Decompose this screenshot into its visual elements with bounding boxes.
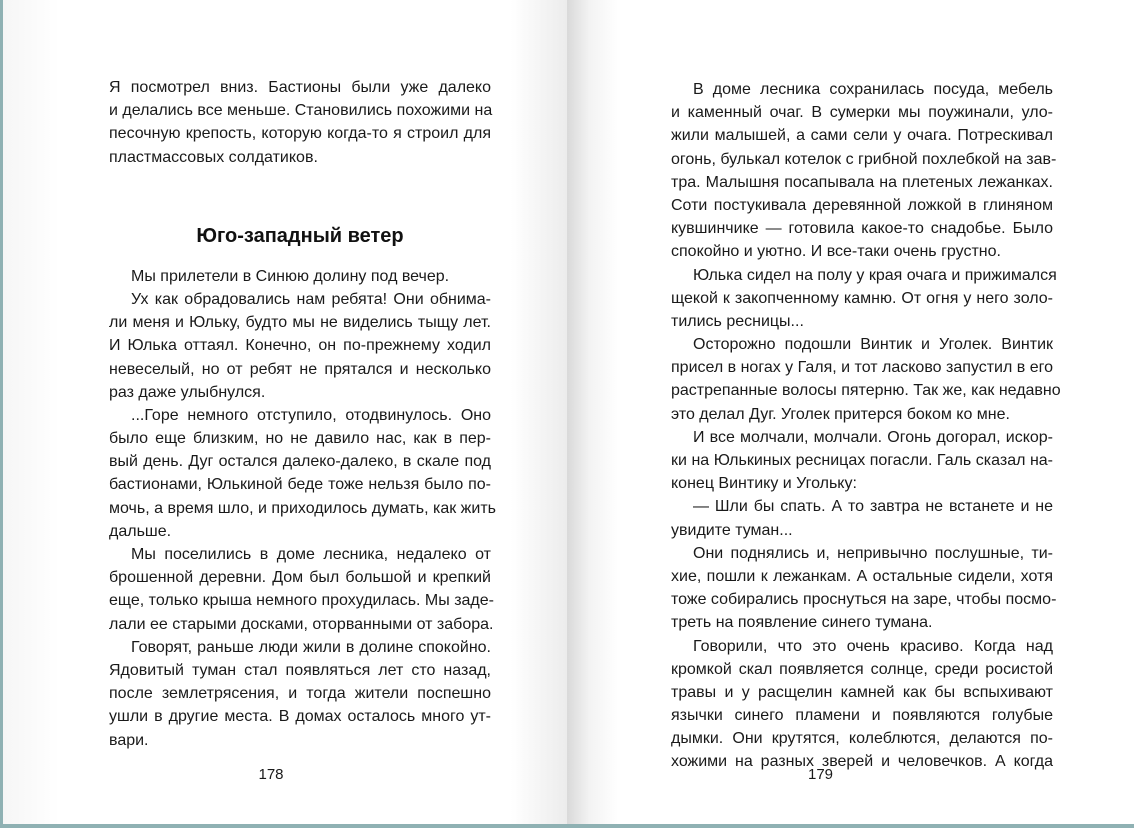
paragraph [671, 542, 1057, 635]
text-line: — Шли бы спать. А то завтра не встанете и не [693, 498, 1053, 516]
text-line: тились ресницы... [671, 312, 804, 330]
right-page-text [671, 78, 1061, 774]
text-line: Говорили, что это очень красиво. Когда над [693, 637, 1053, 655]
text-line: Соти постукивала деревянной ложкой в глиняном [671, 196, 1053, 214]
text-line: жили малышей, а сами сели у очага. Потрескивал [671, 127, 1053, 145]
paragraph [671, 635, 1053, 774]
text-line: дымки. Они крутятся, колеблются, делаются по- [671, 730, 1053, 748]
text-line: бастионами, Юлькиной беде тоже нельзя было по- [109, 476, 491, 494]
text-line: Мы поселились в доме лесника, недалеко от [131, 546, 491, 563]
text-line: пластмассовых солдатиков. [109, 148, 318, 166]
text-line: треть на появление синего тумана. [671, 614, 933, 632]
left-page [3, 0, 567, 824]
paragraph [671, 264, 1057, 334]
paragraph [109, 76, 491, 169]
chapter-heading: Юго-западный ветер [196, 224, 404, 247]
text-line: после землетрясения, и тогда жители поспешно [109, 685, 491, 703]
left-page-text [109, 76, 496, 752]
text-line: и каменный очаг. В сумерки мы поужинали, уло- [671, 104, 1053, 122]
text-line: тра. Малышня посапывала на плетеных лежанках. [671, 173, 1053, 191]
text-line: ли меня и Юльку, будто мы не виделись тыщу лет. [109, 314, 491, 332]
text-line: язычки синего пламени и появляются голубые [671, 707, 1053, 725]
text-line: мочь, а время шло, и приходилось думать, как жить [109, 499, 496, 517]
text-line: растрепанные волосы пятерню. Так же, как недавно [671, 382, 1061, 400]
text-line: Говорят, раньше люди жили в долине спокойно. [131, 638, 491, 656]
text-line: ...Горе немного отступило, отодвинулось. Оно [131, 406, 491, 424]
paragraph [671, 426, 1053, 496]
text-line: ушли в другие места. В домах осталось много ут- [109, 708, 491, 726]
text-line: невеселый, но от ребят не прятался и несколько [109, 360, 491, 378]
text-line: дальше. [109, 522, 172, 540]
text-line: тоже собирались проснуться на заре, чтобы посмо- [671, 591, 1057, 609]
text-line: травы и у расщелин камней как бы вспыхивают [671, 683, 1053, 701]
text-line: и делались все меньше. Становились похожими на [109, 102, 493, 120]
text-line: Ядовитый туман стал появляться лет сто назад, [109, 661, 491, 679]
left-body [109, 265, 496, 752]
text-line: было еще близким, но не давило нас, как в пер- [109, 430, 491, 448]
text-line: раз даже улыбнулся. [109, 383, 266, 401]
text-line: кувшинчике — готовила какое-то снадобье. Было [671, 220, 1053, 238]
right-page [567, 0, 1134, 824]
text-line: вари. [109, 731, 149, 749]
text-line: еще, только крыша немного прохудилась. Мы заде- [109, 592, 494, 610]
text-line: хие, пошли к лежанкам. А остальные сидели, хотя [671, 567, 1053, 585]
text-line: брошенной деревни. Дом был большой и крепкий [109, 569, 491, 587]
text-line: кромкой скал появляется солнце, среди росистой [671, 660, 1053, 678]
text-line: И все молчали, молчали. Огонь догорал, искор- [693, 428, 1053, 446]
paragraph [671, 78, 1057, 264]
text-line: присел в ногах у Галя, и тот ласково запустил в его [671, 359, 1053, 377]
page-number-left: 178 [258, 766, 284, 783]
text-line: огонь, булькал котелок с грибной похлебкой на зав- [671, 150, 1057, 168]
text-line: увидите туман... [671, 521, 793, 539]
text-line: И Юлька оттаял. Конечно, он по-прежнему ходил [109, 337, 491, 355]
left-top-block [109, 76, 491, 169]
right-body [671, 78, 1061, 774]
paragraph [109, 265, 491, 288]
page-number-right: 179 [807, 766, 834, 783]
text-line: щекой к закопченному камню. От огня у него золо- [671, 289, 1053, 307]
text-line: лали ее старыми досками, оторванными от забора. [109, 615, 494, 633]
paragraph [671, 495, 1053, 541]
text-line: Ух как обрадовались нам ребята! Они обнима- [131, 290, 491, 308]
text-line: Юлька сидел на полу у края очага и прижимался [693, 266, 1057, 284]
text-line: вый день. Дуг остался далеко-далеко, в скале под [109, 453, 491, 471]
text-line: это делал Дуг. Уголек притерся боком ко мне. [671, 405, 1010, 423]
text-line: Мы прилетели в Синюю долину под вечер. [131, 267, 450, 285]
text-line: песочную крепость, которую когда-то я строил для [109, 125, 491, 143]
text-line: конец Винтику и Угольку: [671, 475, 857, 493]
text-line: Осторожно подошли Винтик и Уголек. Винтик [693, 336, 1053, 354]
text-line: хожими на разных зверей и человечков. А когда [671, 753, 1053, 771]
text-line: В доме лесника сохранилась посуда, мебель [693, 81, 1053, 98]
text-line: Они поднялись и, непривычно послушные, ти- [693, 544, 1053, 562]
paragraph [671, 333, 1061, 426]
paragraph [109, 404, 496, 543]
paragraph [109, 636, 491, 752]
paragraph [109, 288, 491, 404]
text-line: ки на Юлькиных ресницах погасли. Галь сказал на- [671, 452, 1053, 469]
text-line: спокойно и уютно. И все-таки очень грустно. [671, 243, 1001, 261]
paragraph [109, 543, 494, 636]
text-line: Я посмотрел вниз. Бастионы были уже далеко [109, 79, 491, 96]
